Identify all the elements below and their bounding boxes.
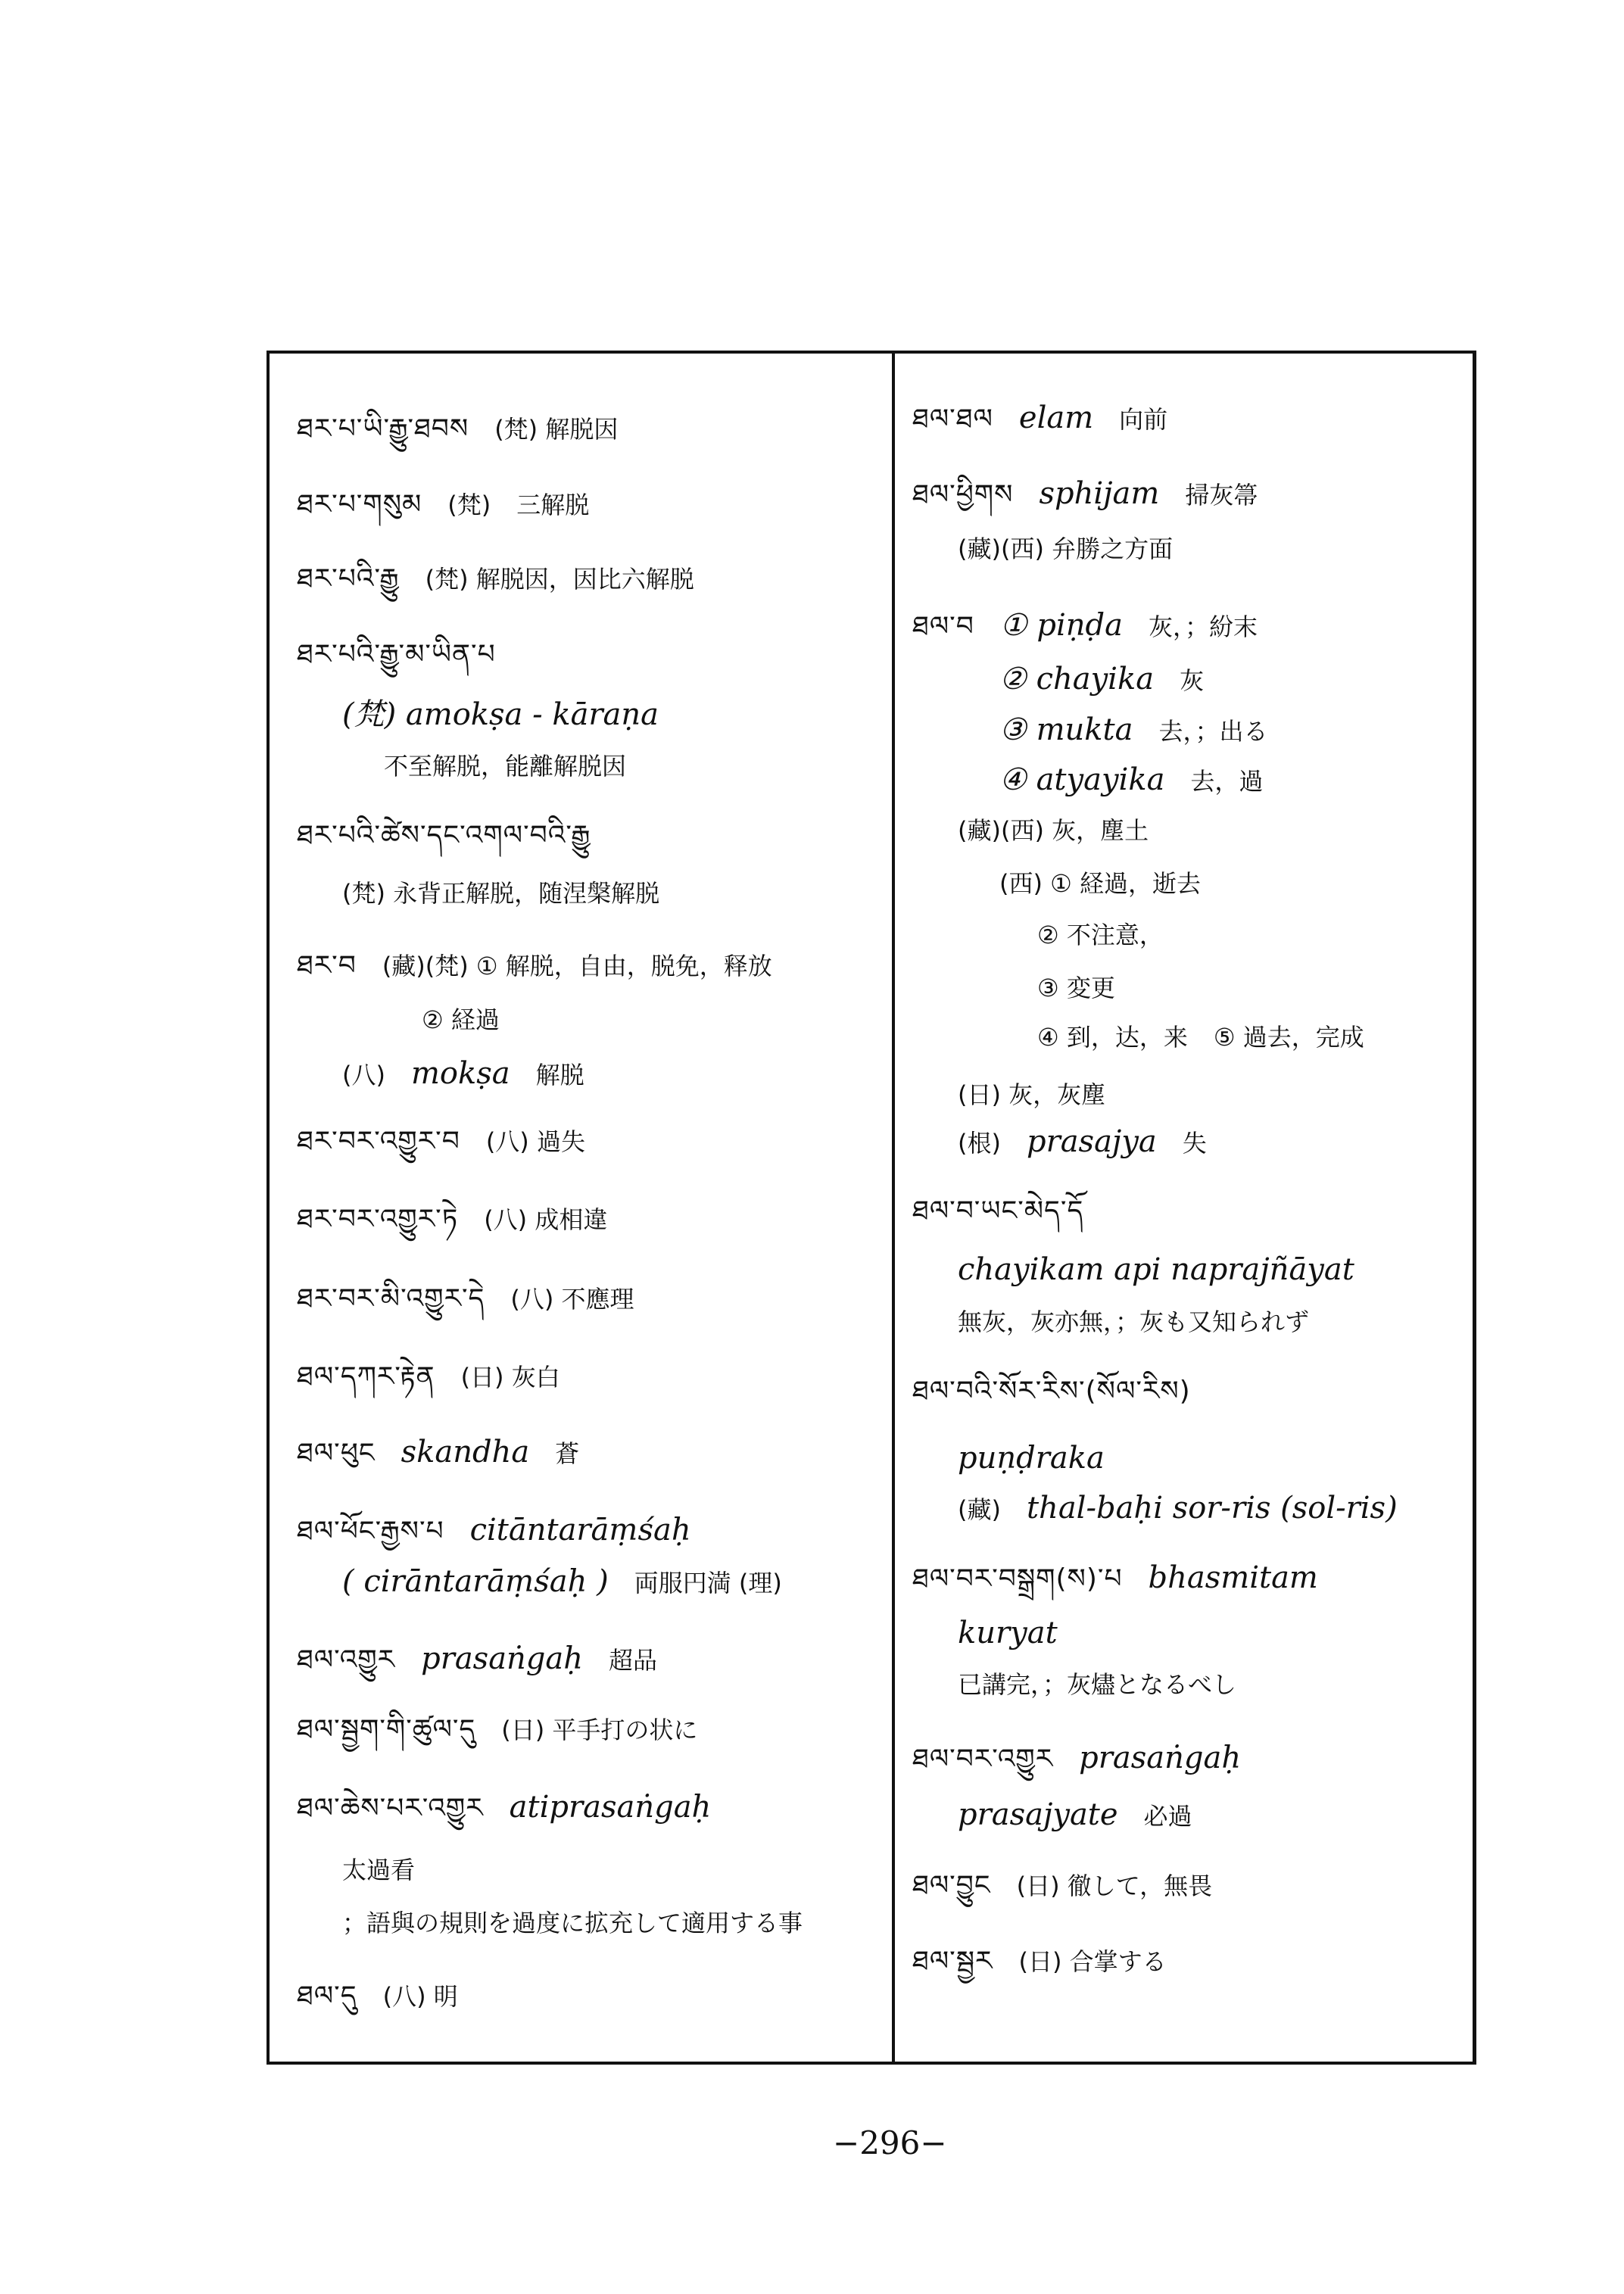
gloss-text: (日) 平手打の状に <box>501 1716 698 1744</box>
sanskrit-term: kuryat <box>958 1616 1058 1650</box>
gloss-text: (日) 合掌する <box>1018 1947 1167 1976</box>
dictionary-entry <box>912 475 1258 512</box>
gloss-text: 無灰，灰亦無，；灰も又知られず <box>958 1308 1310 1336</box>
gloss-text: (八) 過失 <box>485 1127 585 1156</box>
tibetan-headword: ཐར་པ་གསུམ <box>297 489 422 520</box>
sanskrit-term: mokṣa <box>410 1056 510 1091</box>
sanskrit-term: puṇḍraka <box>958 1441 1105 1476</box>
dictionary-entry <box>297 1641 657 1677</box>
gloss-text: (八) <box>342 1061 385 1089</box>
tibetan-headword: ཐལ་འགྱུར <box>297 1644 396 1675</box>
dictionary-entry <box>297 1361 560 1393</box>
tibetan-headword: ཐལ་ཆེས་པར་འགྱུར <box>297 1793 484 1824</box>
gloss-text: 三解脱 <box>516 491 590 519</box>
tibetan-headword: ཐལ་བར་བསྒྲག(ས)་པ <box>912 1563 1123 1594</box>
dictionary-entry <box>297 413 618 445</box>
dictionary-entry <box>912 1740 1241 1776</box>
tibetan-headword: ཐལ་བ་ཡང་མེད་དོ <box>912 1195 1084 1226</box>
gloss-text: 超品 <box>609 1646 658 1675</box>
dictionary-entry <box>297 563 694 595</box>
sanskrit-term: bhasmitam <box>1148 1560 1318 1595</box>
tibetan-headword: ཐར་བར་མི་འགྱུར་དེ <box>297 1283 485 1314</box>
gloss-text: (日) 徹して，無畏 <box>1016 1872 1213 1900</box>
dictionary-entry <box>297 1125 585 1158</box>
dictionary-entry <box>384 750 626 782</box>
sanskrit-term: thal-baḥi sor-ris (sol-ris) <box>1026 1491 1398 1526</box>
dictionary-entry <box>999 712 1267 748</box>
gloss-text: (藏)(西) 灰，塵土 <box>958 816 1149 845</box>
dictionary-entry <box>297 1512 691 1548</box>
sanskrit-term: ③ mukta <box>999 712 1133 747</box>
gloss-text: 灰，；紛末 <box>1148 612 1258 641</box>
dictionary-entry <box>1037 971 1115 1004</box>
dictionary-entry <box>958 1668 1236 1700</box>
dictionary-entry <box>999 762 1263 798</box>
tibetan-headword: ཐལ་ཕུང <box>297 1438 376 1469</box>
sanskrit-term: prasaṅgaḥ <box>1079 1741 1242 1775</box>
dictionary-entry <box>999 867 1201 899</box>
dictionary-entry <box>912 607 1258 644</box>
dictionary-entry <box>342 877 659 909</box>
gloss-text: (八) 不應理 <box>510 1285 634 1314</box>
dictionary-entry <box>912 400 1167 436</box>
dictionary-entry <box>912 1375 1191 1407</box>
dictionary-entry <box>422 1003 500 1036</box>
tibetan-headword: ཐལ་བྱུང <box>912 1870 991 1901</box>
dictionary-entry <box>958 1305 1309 1338</box>
dictionary-entry <box>1037 1021 1364 1053</box>
gloss-text: 去，過 <box>1190 767 1264 796</box>
tibetan-headword: ཐལ་ཕྱིགས <box>912 479 1014 510</box>
tibetan-headword: ཐལ་བའི་སོར་རིས་(སོལ་རིས) <box>912 1376 1191 1407</box>
dictionary-entry <box>297 1980 458 2012</box>
gloss-text: (梵) 解脱因，因比六解脱 <box>425 565 694 594</box>
dictionary-entry <box>342 1055 584 1092</box>
gloss-text: 必過 <box>1143 1802 1192 1831</box>
tibetan-headword: ཐར་བར་འགྱུར་ཏེ <box>297 1204 459 1235</box>
dictionary-entry <box>999 661 1204 697</box>
tibetan-headword: ཐལ་སྦྱར <box>912 1946 993 1977</box>
tibetan-headword: ཐར་པའི་རྒྱུ <box>297 563 400 594</box>
gloss-text: 向前 <box>1119 405 1168 434</box>
gloss-text: ② 経過 <box>422 1005 500 1034</box>
tibetan-headword: ཐར་པའི་རྒྱུ་མ་ཡིན་པ <box>297 639 496 670</box>
sanskrit-term: skandha <box>401 1435 530 1470</box>
sanskrit-term: prasaṅgaḥ <box>421 1641 584 1676</box>
dictionary-entry <box>342 1563 782 1600</box>
gloss-text: (梵) 永背正解脱，随涅槃解脱 <box>342 879 660 908</box>
column-divider <box>892 352 895 2065</box>
gloss-text: (藏) <box>958 1495 1001 1524</box>
tibetan-headword: ཐལ་བ <box>912 611 974 642</box>
dictionary-entry <box>912 1869 1212 1902</box>
gloss-text: ④ 到，达，来 <box>1037 1023 1188 1052</box>
gloss-text: (日) 灰，灰塵 <box>958 1080 1106 1109</box>
dictionary-entry <box>297 1283 634 1315</box>
dictionary-entry <box>958 1615 1058 1651</box>
gloss-text: ③ 変更 <box>1037 974 1115 1002</box>
dictionary-entry <box>1037 918 1164 951</box>
dictionary-entry <box>958 1124 1207 1160</box>
dictionary-entry <box>342 697 659 733</box>
dictionary-entry <box>297 638 496 671</box>
tibetan-headword: ཐལ་དཀར་རྟེན <box>297 1361 435 1392</box>
tibetan-headword: ཐལ་ཕོང་རྒྱས་པ <box>297 1516 444 1547</box>
sanskrit-term: citāntarāṃśaḥ <box>469 1513 691 1548</box>
sanskrit-term: ② chayika <box>999 662 1155 697</box>
dictionary-entry <box>958 532 1173 565</box>
tibetan-headword: ཐར་བ <box>297 950 357 981</box>
sanskrit-term: sphijam <box>1039 476 1160 511</box>
gloss-text: 灰 <box>1180 666 1205 695</box>
dictionary-entry <box>342 1906 803 1939</box>
sanskrit-term: atiprasaṅgaḥ <box>509 1790 712 1825</box>
dictionary-entry <box>297 1789 711 1825</box>
gloss-text: 掃灰箒 <box>1185 481 1258 510</box>
tibetan-headword: ཐར་པ་ཡི་རྒྱུ་ཐབས <box>297 413 469 444</box>
dictionary-entry <box>297 1713 697 1746</box>
gloss-text: ② 不注意， <box>1037 921 1164 949</box>
sanskrit-term: ( cirāntarāṃśaḥ ) <box>342 1564 609 1599</box>
dictionary-entry <box>912 1195 1083 1227</box>
tibetan-headword: ཐལ་ཐལ <box>912 404 993 435</box>
gloss-text: (藏)(梵) ① 解脱，自由，脱免，释放 <box>382 952 772 980</box>
gloss-text: (梵) 解脱因 <box>494 415 619 444</box>
dictionary-entry <box>958 1251 1354 1288</box>
gloss-text: (八) 明 <box>382 1982 458 2011</box>
dictionary-entry <box>958 1078 1105 1111</box>
tibetan-headword: ཐར་བར་འགྱུར་བ <box>297 1126 460 1157</box>
gloss-text: (梵) <box>447 491 491 519</box>
dictionary-entry <box>297 1434 579 1470</box>
dictionary-entry <box>297 949 772 982</box>
sanskrit-term: ① piṇḍa <box>999 608 1123 643</box>
gloss-text: 不至解脱，能離解脱因 <box>384 752 627 781</box>
dictionary-entry <box>958 1490 1398 1526</box>
gloss-text: 去，；出る <box>1158 717 1268 746</box>
tibetan-headword: ཐལ་བར་འགྱུར <box>912 1744 1054 1775</box>
gloss-text: (日) 灰白 <box>460 1363 560 1392</box>
dictionary-entry <box>958 1440 1105 1476</box>
gloss-text: (根) <box>958 1129 1001 1158</box>
gloss-text: 両服円満 (理) <box>634 1569 782 1597</box>
page-number: −296− <box>833 2124 947 2162</box>
gloss-text: ⑤ 過去，完成 <box>1213 1023 1364 1052</box>
dictionary-entry <box>912 1945 1167 1978</box>
gloss-text: (八) 成相違 <box>484 1205 608 1234</box>
gloss-text: (藏)(西) 弁勝之方面 <box>958 535 1174 563</box>
tibetan-headword: ཐར་པའི་ཚེས་དང་འགལ་བའི་རྒྱུ <box>297 820 591 851</box>
gloss-text: 解脱 <box>535 1061 584 1089</box>
gloss-text: 已講完，；灰燼となるべし <box>958 1670 1237 1699</box>
sanskrit-term: (梵) amokṣa - kāraṇa <box>342 697 659 732</box>
sanskrit-term: prasajyate <box>958 1797 1118 1832</box>
sanskrit-term: chayikam api naprajñāyat <box>958 1252 1354 1287</box>
gloss-text: 太過看 <box>342 1856 416 1884</box>
gloss-text: (西) ① 経過，逝去 <box>999 869 1202 898</box>
sanskrit-term: prasajya <box>1026 1124 1157 1159</box>
gloss-text: 蒼 <box>555 1439 580 1468</box>
sanskrit-term: elam <box>1018 401 1094 435</box>
gloss-text: ；語與の規則を過度に拡充して適用する事 <box>342 1909 803 1937</box>
dictionary-entry <box>912 1560 1318 1596</box>
tibetan-headword: ཐལ་དུ <box>297 1981 357 2012</box>
dictionary-entry <box>342 1853 415 1886</box>
sanskrit-term: ④ atyayika <box>999 762 1165 797</box>
dictionary-entry <box>958 1797 1192 1833</box>
dictionary-entry <box>297 488 589 521</box>
dictionary-entry <box>297 1203 607 1236</box>
dictionary-entry <box>297 819 591 852</box>
dictionary-entry <box>958 814 1149 846</box>
tibetan-headword: ཐལ་སྦྱག་གི་ཚུལ་དུ <box>297 1714 476 1745</box>
gloss-text: 失 <box>1182 1129 1207 1158</box>
